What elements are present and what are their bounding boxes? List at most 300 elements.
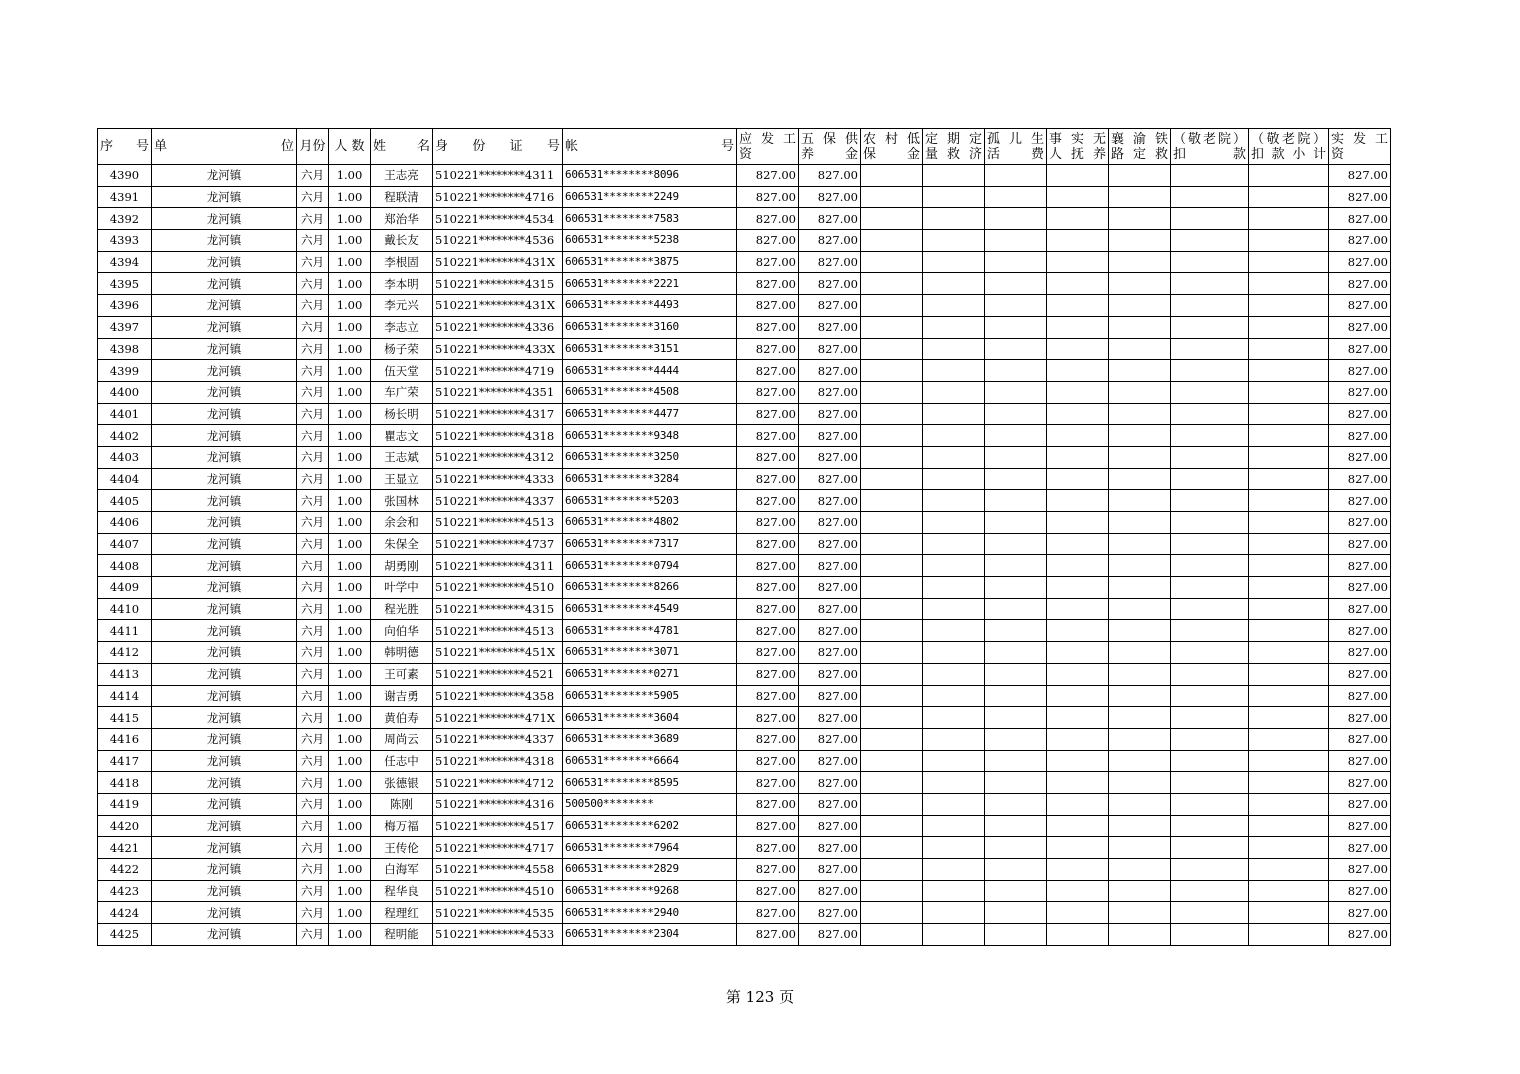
cell-guer [985, 859, 1047, 881]
cell-count: 1.00 [329, 750, 371, 772]
cell-unit: 龙河镇 [152, 403, 297, 425]
cell-unit: 龙河镇 [152, 381, 297, 403]
cell-dingliang [923, 295, 985, 317]
cell-unit: 龙河镇 [152, 663, 297, 685]
cell-id-number: 510221********4336 [433, 316, 563, 338]
cell-wubao: 827.00 [799, 316, 861, 338]
cell-jinglao-deduction [1171, 598, 1249, 620]
cell-account: 606531********3071 [563, 642, 737, 664]
cell-payable: 827.00 [737, 707, 799, 729]
cell-xiangyu [1109, 403, 1171, 425]
cell-shishi [1047, 403, 1109, 425]
cell-jinglao-deduction [1171, 533, 1249, 555]
cell-dibao [861, 186, 923, 208]
cell-month: 六月 [297, 577, 329, 599]
cell-id-number: 510221********4513 [433, 512, 563, 534]
cell-guer [985, 902, 1047, 924]
cell-unit: 龙河镇 [152, 793, 297, 815]
header-count: 人 数 [329, 129, 371, 165]
cell-actual: 827.00 [1329, 338, 1391, 360]
cell-month: 六月 [297, 446, 329, 468]
cell-wubao: 827.00 [799, 403, 861, 425]
cell-jinglao-deduction [1171, 793, 1249, 815]
cell-dingliang [923, 490, 985, 512]
cell-id-number: 510221********4510 [433, 880, 563, 902]
cell-jinglao-subtotal [1249, 381, 1329, 403]
table-row [98, 512, 1391, 534]
cell-unit: 龙河镇 [152, 924, 297, 946]
cell-dibao [861, 728, 923, 750]
table-row [98, 598, 1391, 620]
cell-wubao: 827.00 [799, 533, 861, 555]
cell-id-number: 510221********4317 [433, 403, 563, 425]
cell-count: 1.00 [329, 295, 371, 317]
cell-dibao [861, 490, 923, 512]
table-row [98, 381, 1391, 403]
cell-actual: 827.00 [1329, 793, 1391, 815]
cell-month: 六月 [297, 750, 329, 772]
cell-shishi [1047, 295, 1109, 317]
cell-jinglao-subtotal [1249, 403, 1329, 425]
cell-account: 606531********4549 [563, 598, 737, 620]
cell-actual: 827.00 [1329, 533, 1391, 555]
cell-shishi [1047, 707, 1109, 729]
cell-jinglao-subtotal [1249, 208, 1329, 230]
cell-jinglao-subtotal [1249, 859, 1329, 881]
cell-wubao: 827.00 [799, 837, 861, 859]
cell-count: 1.00 [329, 360, 371, 382]
cell-wubao: 827.00 [799, 512, 861, 534]
table-row [98, 425, 1391, 447]
cell-guer [985, 403, 1047, 425]
cell-unit: 龙河镇 [152, 446, 297, 468]
cell-month: 六月 [297, 360, 329, 382]
cell-wubao: 827.00 [799, 186, 861, 208]
cell-guer [985, 468, 1047, 490]
cell-seq: 4399 [98, 360, 152, 382]
cell-xiangyu [1109, 165, 1171, 187]
header-jinglao-deduction: （敬老院）扣 款 [1171, 129, 1249, 165]
cell-count: 1.00 [329, 859, 371, 881]
cell-count: 1.00 [329, 728, 371, 750]
table-row [98, 620, 1391, 642]
cell-unit: 龙河镇 [152, 468, 297, 490]
cell-payable: 827.00 [737, 468, 799, 490]
cell-xiangyu [1109, 533, 1171, 555]
cell-wubao: 827.00 [799, 468, 861, 490]
cell-id-number: 510221********4358 [433, 685, 563, 707]
cell-wubao: 827.00 [799, 663, 861, 685]
table-row [98, 815, 1391, 837]
cell-shishi [1047, 446, 1109, 468]
cell-count: 1.00 [329, 403, 371, 425]
cell-unit: 龙河镇 [152, 555, 297, 577]
cell-name: 王志斌 [371, 446, 433, 468]
cell-count: 1.00 [329, 577, 371, 599]
cell-dingliang [923, 338, 985, 360]
cell-xiangyu [1109, 685, 1171, 707]
cell-jinglao-subtotal [1249, 338, 1329, 360]
cell-seq: 4415 [98, 707, 152, 729]
cell-id-number: 510221********4719 [433, 360, 563, 382]
cell-shishi [1047, 620, 1109, 642]
cell-seq: 4401 [98, 403, 152, 425]
table-row [98, 577, 1391, 599]
cell-name: 叶学中 [371, 577, 433, 599]
cell-id-number: 510221********4558 [433, 859, 563, 881]
cell-xiangyu [1109, 555, 1171, 577]
cell-actual: 827.00 [1329, 685, 1391, 707]
cell-wubao: 827.00 [799, 425, 861, 447]
cell-dibao [861, 598, 923, 620]
cell-dibao [861, 772, 923, 794]
cell-unit: 龙河镇 [152, 533, 297, 555]
cell-shishi [1047, 512, 1109, 534]
cell-dingliang [923, 815, 985, 837]
cell-jinglao-deduction [1171, 577, 1249, 599]
cell-month: 六月 [297, 793, 329, 815]
cell-payable: 827.00 [737, 642, 799, 664]
cell-account: 606531********7317 [563, 533, 737, 555]
cell-guer [985, 663, 1047, 685]
table-row [98, 685, 1391, 707]
cell-dingliang [923, 902, 985, 924]
cell-xiangyu [1109, 924, 1171, 946]
table-row [98, 251, 1391, 273]
cell-name: 程华良 [371, 880, 433, 902]
cell-jinglao-deduction [1171, 446, 1249, 468]
cell-wubao: 827.00 [799, 880, 861, 902]
cell-unit: 龙河镇 [152, 880, 297, 902]
table-row [98, 924, 1391, 946]
cell-id-number: 510221********4337 [433, 490, 563, 512]
cell-account: 606531********7583 [563, 208, 737, 230]
cell-actual: 827.00 [1329, 468, 1391, 490]
cell-payable: 827.00 [737, 924, 799, 946]
cell-shishi [1047, 924, 1109, 946]
table-row [98, 642, 1391, 664]
cell-id-number: 510221********4315 [433, 273, 563, 295]
cell-account: 606531********2940 [563, 902, 737, 924]
cell-jinglao-deduction [1171, 186, 1249, 208]
cell-jinglao-subtotal [1249, 620, 1329, 642]
cell-dingliang [923, 750, 985, 772]
cell-jinglao-subtotal [1249, 902, 1329, 924]
cell-id-number: 510221********4712 [433, 772, 563, 794]
cell-dibao [861, 685, 923, 707]
table-row [98, 316, 1391, 338]
cell-name: 周尚云 [371, 728, 433, 750]
cell-seq: 4390 [98, 165, 152, 187]
cell-xiangyu [1109, 707, 1171, 729]
cell-seq: 4407 [98, 533, 152, 555]
cell-jinglao-deduction [1171, 316, 1249, 338]
cell-xiangyu [1109, 642, 1171, 664]
cell-jinglao-deduction [1171, 512, 1249, 534]
cell-xiangyu [1109, 230, 1171, 252]
cell-actual: 827.00 [1329, 512, 1391, 534]
cell-dingliang [923, 425, 985, 447]
cell-wubao: 827.00 [799, 338, 861, 360]
cell-count: 1.00 [329, 446, 371, 468]
cell-dibao [861, 230, 923, 252]
cell-account: 606531********5905 [563, 685, 737, 707]
cell-dingliang [923, 663, 985, 685]
cell-account: 500500******** [563, 793, 737, 815]
cell-month: 六月 [297, 772, 329, 794]
cell-xiangyu [1109, 468, 1171, 490]
cell-month: 六月 [297, 663, 329, 685]
cell-month: 六月 [297, 468, 329, 490]
cell-dibao [861, 924, 923, 946]
cell-shishi [1047, 859, 1109, 881]
cell-actual: 827.00 [1329, 381, 1391, 403]
cell-jinglao-deduction [1171, 924, 1249, 946]
cell-account: 606531********4444 [563, 360, 737, 382]
cell-name: 陈刚 [371, 793, 433, 815]
cell-account: 606531********9348 [563, 425, 737, 447]
table-row [98, 663, 1391, 685]
cell-wubao: 827.00 [799, 273, 861, 295]
cell-dingliang [923, 880, 985, 902]
cell-jinglao-deduction [1171, 338, 1249, 360]
cell-guer [985, 793, 1047, 815]
cell-month: 六月 [297, 230, 329, 252]
cell-account: 606531********2249 [563, 186, 737, 208]
cell-unit: 龙河镇 [152, 837, 297, 859]
cell-payable: 827.00 [737, 902, 799, 924]
cell-jinglao-subtotal [1249, 555, 1329, 577]
cell-shishi [1047, 468, 1109, 490]
table-row [98, 533, 1391, 555]
cell-xiangyu [1109, 295, 1171, 317]
cell-actual: 827.00 [1329, 165, 1391, 187]
cell-shishi [1047, 230, 1109, 252]
cell-guer [985, 685, 1047, 707]
cell-month: 六月 [297, 403, 329, 425]
cell-guer [985, 512, 1047, 534]
cell-dingliang [923, 512, 985, 534]
cell-xiangyu [1109, 902, 1171, 924]
cell-name: 戴长友 [371, 230, 433, 252]
cell-actual: 827.00 [1329, 403, 1391, 425]
cell-jinglao-deduction [1171, 837, 1249, 859]
cell-unit: 龙河镇 [152, 230, 297, 252]
cell-unit: 龙河镇 [152, 490, 297, 512]
cell-name: 程光胜 [371, 598, 433, 620]
cell-seq: 4391 [98, 186, 152, 208]
cell-dibao [861, 642, 923, 664]
cell-dingliang [923, 273, 985, 295]
cell-shishi [1047, 577, 1109, 599]
cell-unit: 龙河镇 [152, 577, 297, 599]
cell-wubao: 827.00 [799, 707, 861, 729]
cell-dingliang [923, 772, 985, 794]
cell-jinglao-deduction [1171, 208, 1249, 230]
cell-dibao [861, 815, 923, 837]
cell-seq: 4417 [98, 750, 152, 772]
cell-wubao: 827.00 [799, 728, 861, 750]
cell-month: 六月 [297, 924, 329, 946]
cell-wubao: 827.00 [799, 208, 861, 230]
cell-name: 朱保全 [371, 533, 433, 555]
cell-count: 1.00 [329, 642, 371, 664]
cell-dibao [861, 251, 923, 273]
cell-dingliang [923, 793, 985, 815]
cell-payable: 827.00 [737, 490, 799, 512]
cell-count: 1.00 [329, 663, 371, 685]
cell-id-number: 510221********4513 [433, 620, 563, 642]
cell-dingliang [923, 230, 985, 252]
cell-id-number: 510221********4333 [433, 468, 563, 490]
cell-dibao [861, 859, 923, 881]
header-dingliang: 定 期 定 量 救 济 [923, 129, 985, 165]
cell-payable: 827.00 [737, 880, 799, 902]
cell-guer [985, 165, 1047, 187]
cell-actual: 827.00 [1329, 837, 1391, 859]
cell-actual: 827.00 [1329, 728, 1391, 750]
cell-payable: 827.00 [737, 208, 799, 230]
table-row [98, 446, 1391, 468]
cell-dibao [861, 360, 923, 382]
cell-wubao: 827.00 [799, 859, 861, 881]
cell-shishi [1047, 837, 1109, 859]
cell-actual: 827.00 [1329, 663, 1391, 685]
cell-payable: 827.00 [737, 295, 799, 317]
cell-count: 1.00 [329, 598, 371, 620]
cell-account: 606531********2829 [563, 859, 737, 881]
table-row [98, 403, 1391, 425]
cell-name: 向伯华 [371, 620, 433, 642]
cell-dingliang [923, 381, 985, 403]
table-row [98, 902, 1391, 924]
cell-wubao: 827.00 [799, 555, 861, 577]
cell-payable: 827.00 [737, 165, 799, 187]
cell-jinglao-subtotal [1249, 273, 1329, 295]
cell-dibao [861, 902, 923, 924]
cell-wubao: 827.00 [799, 685, 861, 707]
cell-dibao [861, 316, 923, 338]
cell-xiangyu [1109, 772, 1171, 794]
cell-account: 606531********5238 [563, 230, 737, 252]
cell-month: 六月 [297, 598, 329, 620]
cell-guer [985, 772, 1047, 794]
cell-name: 任志中 [371, 750, 433, 772]
cell-jinglao-deduction [1171, 620, 1249, 642]
header-guer: 孤 儿 生 活 费 [985, 129, 1047, 165]
cell-dingliang [923, 186, 985, 208]
cell-dingliang [923, 707, 985, 729]
cell-dingliang [923, 316, 985, 338]
cell-xiangyu [1109, 338, 1171, 360]
header-actual: 实 发 工 资 [1329, 129, 1391, 165]
cell-name: 杨长明 [371, 403, 433, 425]
cell-jinglao-deduction [1171, 295, 1249, 317]
cell-name: 黄伯寿 [371, 707, 433, 729]
cell-jinglao-deduction [1171, 381, 1249, 403]
cell-account: 606531********4493 [563, 295, 737, 317]
cell-month: 六月 [297, 490, 329, 512]
cell-jinglao-subtotal [1249, 642, 1329, 664]
cell-xiangyu [1109, 360, 1171, 382]
table-row [98, 793, 1391, 815]
cell-month: 六月 [297, 685, 329, 707]
header-id: 身 份 证 号 [433, 129, 563, 165]
header-month: 月份 [297, 129, 329, 165]
cell-dibao [861, 425, 923, 447]
cell-jinglao-subtotal [1249, 924, 1329, 946]
cell-guer [985, 186, 1047, 208]
header-shishi: 事 实 无 人 抚 养 [1047, 129, 1109, 165]
table-row [98, 772, 1391, 794]
cell-guer [985, 425, 1047, 447]
cell-name: 杨子荣 [371, 338, 433, 360]
cell-unit: 龙河镇 [152, 598, 297, 620]
cell-account: 606531********6202 [563, 815, 737, 837]
cell-jinglao-subtotal [1249, 598, 1329, 620]
cell-seq: 4405 [98, 490, 152, 512]
cell-actual: 827.00 [1329, 577, 1391, 599]
cell-seq: 4416 [98, 728, 152, 750]
cell-wubao: 827.00 [799, 165, 861, 187]
cell-jinglao-deduction [1171, 859, 1249, 881]
cell-dibao [861, 273, 923, 295]
cell-count: 1.00 [329, 793, 371, 815]
cell-jinglao-subtotal [1249, 533, 1329, 555]
cell-dibao [861, 620, 923, 642]
cell-dibao [861, 446, 923, 468]
cell-unit: 龙河镇 [152, 316, 297, 338]
table-header [98, 129, 1391, 165]
cell-dingliang [923, 598, 985, 620]
cell-wubao: 827.00 [799, 750, 861, 772]
cell-dingliang [923, 685, 985, 707]
cell-wubao: 827.00 [799, 642, 861, 664]
cell-shishi [1047, 533, 1109, 555]
cell-count: 1.00 [329, 533, 371, 555]
cell-actual: 827.00 [1329, 230, 1391, 252]
table-row [98, 295, 1391, 317]
header-wubao: 五 保 供 养 金 [799, 129, 861, 165]
cell-wubao: 827.00 [799, 924, 861, 946]
cell-dibao [861, 837, 923, 859]
cell-name: 伍天堂 [371, 360, 433, 382]
cell-jinglao-deduction [1171, 815, 1249, 837]
page-number: 第 123 页 [725, 988, 795, 1006]
cell-dingliang [923, 533, 985, 555]
table-row [98, 273, 1391, 295]
cell-seq: 4404 [98, 468, 152, 490]
cell-month: 六月 [297, 880, 329, 902]
table-row [98, 186, 1391, 208]
cell-month: 六月 [297, 642, 329, 664]
cell-seq: 4422 [98, 859, 152, 881]
cell-jinglao-subtotal [1249, 685, 1329, 707]
cell-jinglao-deduction [1171, 902, 1249, 924]
cell-count: 1.00 [329, 381, 371, 403]
cell-account: 606531********2221 [563, 273, 737, 295]
cell-seq: 4402 [98, 425, 152, 447]
cell-account: 606531********3160 [563, 316, 737, 338]
cell-wubao: 827.00 [799, 490, 861, 512]
cell-month: 六月 [297, 425, 329, 447]
cell-guer [985, 707, 1047, 729]
cell-month: 六月 [297, 273, 329, 295]
cell-unit: 龙河镇 [152, 859, 297, 881]
cell-seq: 4403 [98, 446, 152, 468]
cell-unit: 龙河镇 [152, 707, 297, 729]
table-row [98, 490, 1391, 512]
